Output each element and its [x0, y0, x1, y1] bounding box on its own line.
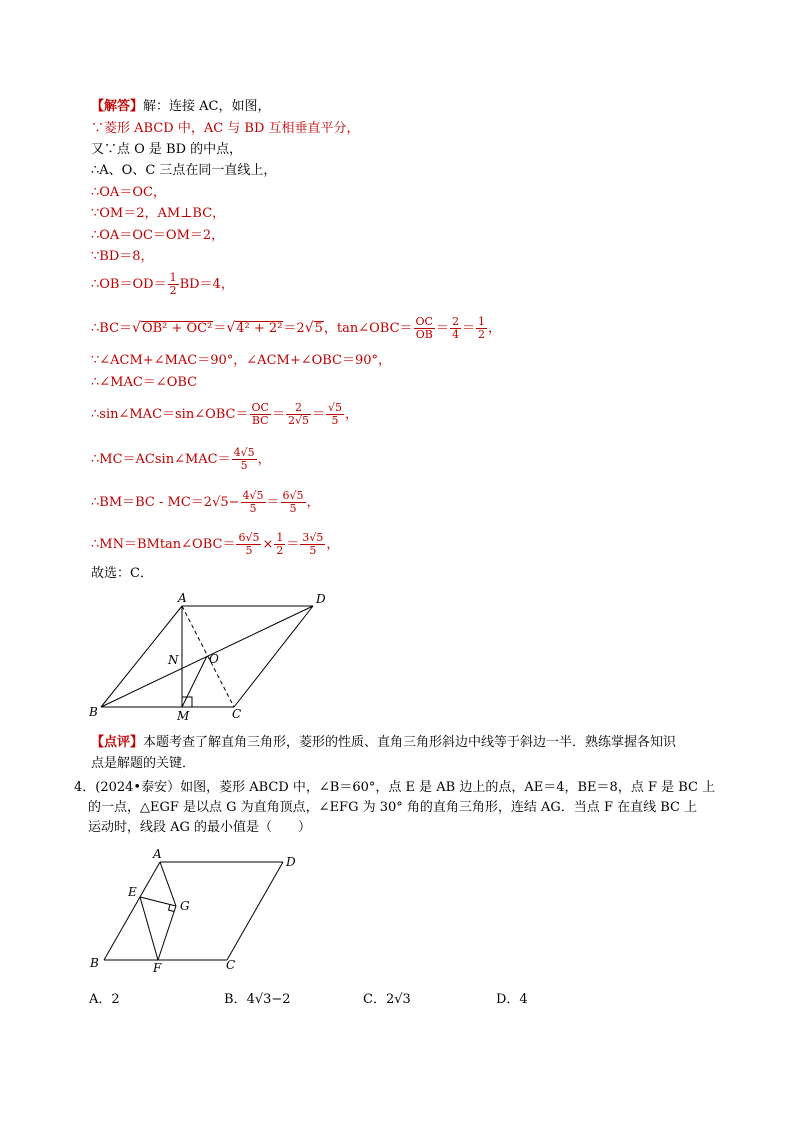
l10-mid: ＝ [213, 321, 227, 336]
solution-line-6: ∵OM＝2，AM⊥BC， [91, 206, 226, 221]
l16-f2d: 2 [276, 544, 284, 557]
segment-ag [160, 862, 176, 906]
option-a[interactable]: A．2 [89, 992, 120, 1007]
l14-end: ， [257, 452, 271, 467]
l16-pre: ∴MN＝BMtan∠OBC＝ [91, 537, 236, 552]
segment-ef [140, 897, 158, 960]
l10-frac-3 [476, 316, 487, 341]
l16-frac-3 [300, 532, 325, 557]
solution-line-7: ∴OA＝OC＝OM＝2， [91, 228, 225, 243]
label-o: O [209, 652, 219, 666]
solution-line-9 [91, 272, 234, 297]
label-b: B [90, 956, 99, 970]
l15-f2d: 5 [289, 502, 297, 515]
l13-f2n: 2 [286, 402, 311, 415]
l14-fd: 5 [240, 459, 248, 472]
l10-f1n: OC [415, 315, 433, 328]
l15-f1n: 4√5 [242, 489, 264, 502]
l13-f1d: BC [251, 414, 269, 427]
l10-eq: ＝2 [283, 321, 305, 336]
l10-frac-1 [414, 316, 435, 341]
l14-pre: ∴MC＝ACsin∠MAC＝ [91, 452, 231, 467]
l16-frac-1 [236, 532, 261, 557]
l10-end: ， [488, 321, 502, 336]
l13-frac-3 [326, 402, 344, 427]
l13-pre: ∴sin∠MAC＝sin∠OBC＝ [91, 407, 249, 422]
solution-line-16 [91, 532, 339, 557]
l15-mid: ＝ [266, 495, 280, 510]
l10-radicand-3: 5 [314, 321, 323, 336]
solution-line-8: ∵BD＝8， [91, 249, 154, 264]
l9-pre: ∴OB＝OD＝ [91, 277, 167, 292]
l16-f3n: 3√5 [302, 531, 324, 544]
solution-line-4: ∴A、O、C 三点在同一直线上， [91, 163, 277, 178]
option-c[interactable] [363, 988, 411, 1007]
l9-num: 1 [169, 271, 177, 284]
label-c: C [226, 958, 236, 972]
l10-radicand-2: 4² + 2² [236, 321, 283, 336]
segment-eg [140, 897, 176, 906]
l13-frac-1 [250, 402, 271, 427]
solution-line-11: ∵∠ACM+∠MAC＝90°，∠ACM+∠OBC＝90°， [91, 353, 392, 368]
comment-line-1 [91, 735, 711, 751]
option-b-label: B． [224, 992, 247, 1007]
label-n: N [168, 653, 179, 667]
comment-tag: 【点评】 [91, 735, 144, 750]
l10-f3n: 1 [478, 315, 485, 328]
comment-line-2: 点是解题的关键． [91, 756, 196, 771]
segment-fg [158, 906, 176, 960]
question-4 [74, 778, 734, 838]
l13-f3n: √5 [328, 401, 343, 414]
l16-f1n: 6√5 [238, 531, 260, 544]
l10-f3d: 2 [478, 328, 485, 341]
l9-post: BD＝4， [179, 277, 234, 292]
solution-line-12: ∴∠MAC＝∠OBC [91, 375, 198, 390]
l10-pre: ∴BC＝ [91, 321, 133, 336]
solution-line-2: ∵菱形 ABCD 中，AC 与 BD 互相垂直平分， [91, 121, 360, 136]
right-angle-mark [182, 697, 192, 707]
l10-f2n: 2 [451, 315, 459, 328]
option-c-value: 2√3 [385, 992, 411, 1007]
l15-frac-2 [281, 490, 306, 515]
l16-f3d: 5 [309, 544, 317, 557]
l15-end: ， [306, 495, 320, 510]
solution-line-5: ∴OA＝OC， [91, 185, 166, 200]
label-d: D [316, 592, 326, 606]
edge-cd [227, 862, 283, 960]
l13-frac-2 [286, 402, 311, 427]
solution-tag: 【解答】 [91, 99, 144, 114]
l15-frac-1 [241, 490, 266, 515]
figure-1-rhombus [86, 588, 336, 723]
label-f: F [153, 961, 162, 974]
l15-pre: ∴BM＝BC - MC＝2√5− [91, 495, 240, 510]
label-b: B [89, 705, 98, 719]
solution-intro: 解：连接 AC，如图， [143, 99, 271, 114]
edge-cd [234, 606, 313, 707]
l16-frac-2 [274, 532, 285, 557]
l10-f2d: 4 [451, 328, 459, 341]
l13-f3d: 5 [331, 414, 339, 427]
label-m: M [177, 709, 190, 723]
solution-intro-line [91, 99, 270, 115]
option-b[interactable] [224, 988, 291, 1007]
question-line-2: 的一点，△EGF 是以点 G 为直角顶点，∠EFG 为 30° 角的直角三角形，连结 AG．当点 F 在直线 BC 上 [88, 800, 698, 815]
solution-line-10: ∴BC＝√OB² + OC²＝√4² + 2²＝2√5，tan∠OBC＝ $\frac{OC}{OB}$ ＝ $\frac{2}{4}$ ＝ $\frac{1}{2}$ ， [91, 315, 502, 341]
question-line-1: 4．(2024•泰安）如图，菱形 ABCD 中，∠B＝60°，点 E 是 AB 边上的点，AE＝4，BE＝8，点 F 是 BC 上 [74, 780, 716, 795]
option-c-label: C． [363, 992, 386, 1007]
l10-f1d: OB [415, 328, 433, 341]
l9-frac [168, 272, 179, 297]
l13-end: ， [345, 407, 359, 422]
l15-f1d: 5 [249, 502, 257, 515]
solution-line-15 [91, 490, 320, 515]
label-c: C [232, 707, 242, 721]
l13-f2d: 2√5 [287, 414, 309, 427]
l9-den: 2 [169, 284, 177, 297]
l14-frac [232, 447, 257, 472]
solution-line-3: 又∵点 O 是 BD 的中点， [91, 142, 243, 157]
l10-tan: ，tan∠OBC＝ [323, 321, 413, 336]
solution-line-14 [91, 447, 271, 472]
label-e: E [128, 885, 137, 899]
l16-f2n: 1 [276, 531, 284, 544]
l16-f1d: 5 [245, 544, 253, 557]
edge-ab [104, 862, 160, 960]
l14-fn: 4√5 [233, 446, 255, 459]
segment-mo [182, 656, 207, 707]
option-b-value: 4√3−2 [246, 992, 291, 1007]
l10-radicand-1: OB² + OC² [141, 321, 213, 336]
l10-frac-2 [450, 316, 461, 341]
comment-text-1: 本题考查了解直角三角形，菱形的性质、直角三角形斜边中线等于斜边一半．熟练掌握各知识 [143, 735, 677, 750]
solution-choose: 故选：C． [91, 566, 153, 581]
option-d[interactable]: D．4 [496, 992, 528, 1007]
figure-2-rhombus [86, 844, 306, 974]
label-a: A [178, 591, 187, 605]
l16-end: ， [326, 537, 340, 552]
question-line-3: 运动时，线段 AG 的最小值是（ ） [88, 820, 312, 835]
solution-line-13: ∴sin∠MAC＝sin∠OBC＝ $\frac{OC}{BC}$ ＝ $\frac{2}{2√5}$ ＝ $\frac{√5}{5}$ ， [91, 401, 359, 427]
l16-times: × [262, 537, 274, 552]
l16-eq: ＝ [286, 537, 300, 552]
label-a: A [153, 847, 162, 861]
l13-f1n: OC [251, 401, 269, 414]
label-d: D [286, 855, 296, 869]
label-g: G [180, 899, 190, 913]
l15-f2n: 6√5 [282, 489, 304, 502]
